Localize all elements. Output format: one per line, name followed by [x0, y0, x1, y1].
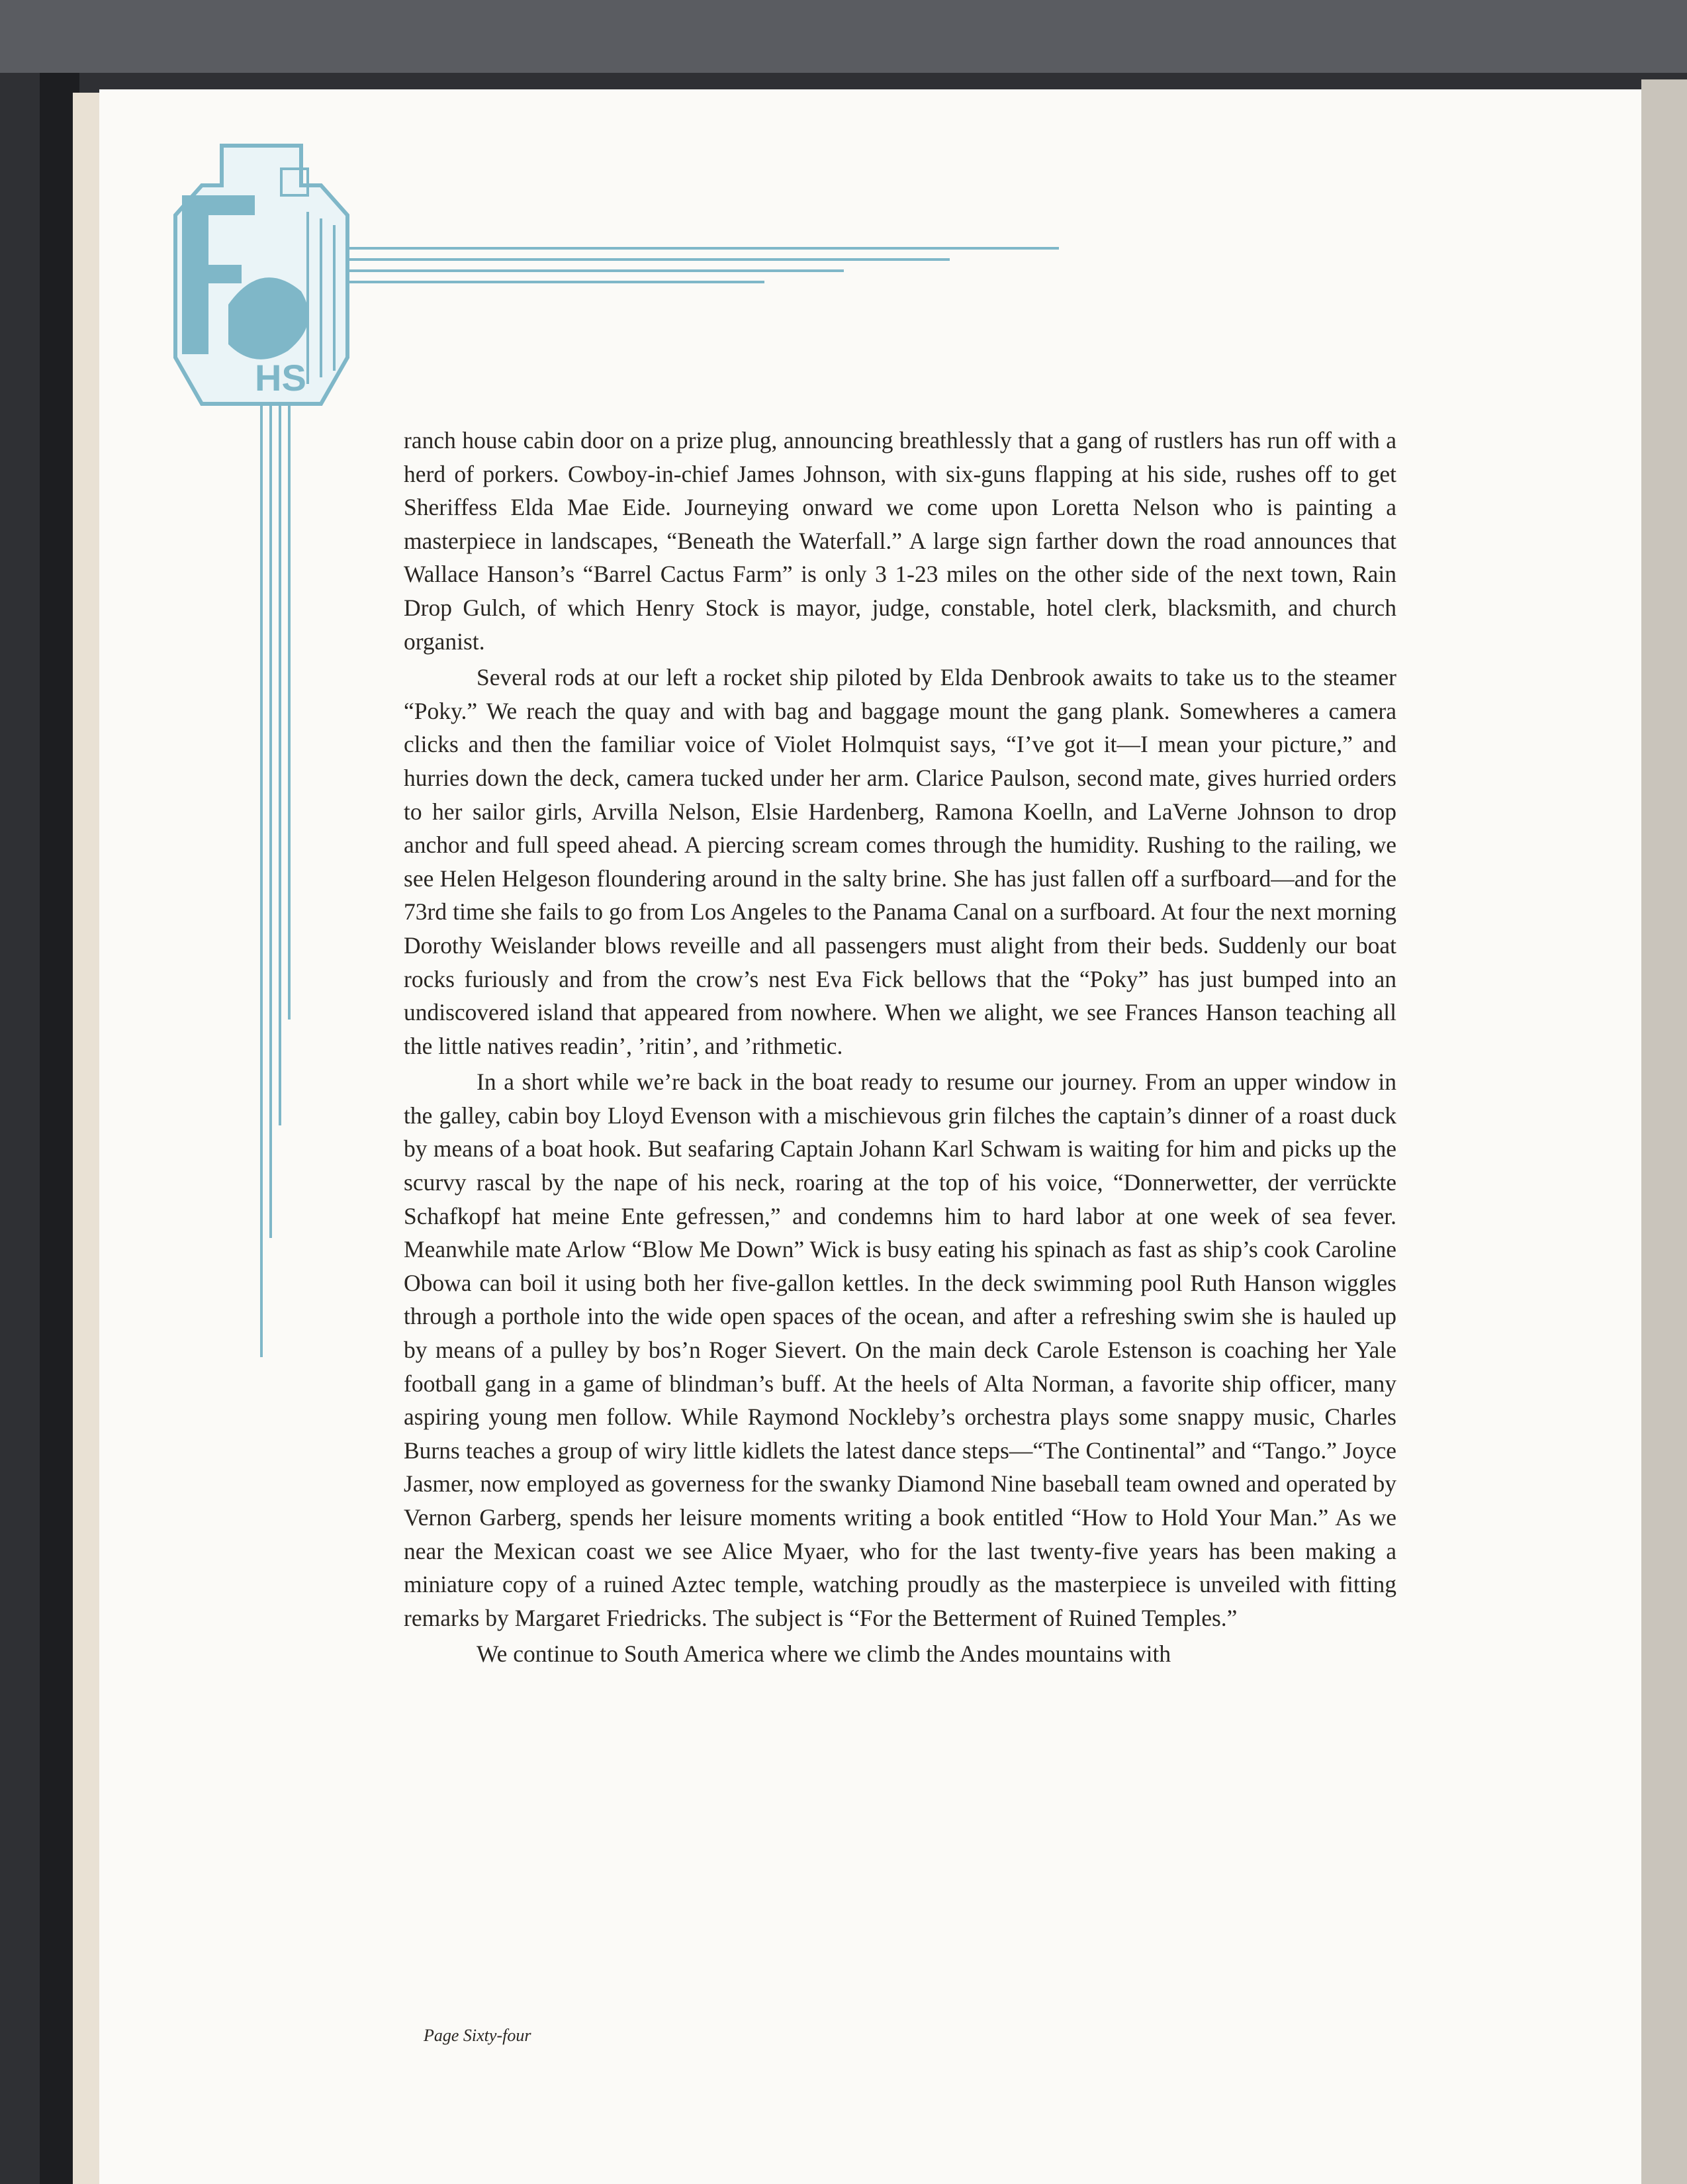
emblem-letters: HS: [255, 357, 306, 399]
paragraph: Several rods at our left a rocket ship piloted by Elda Denbrook awaits to take us to the steamer “Poky.” We reach the quay and with bag and baggage mount the gang plank. Somewheres a camera clicks and then the familiar voice of Violet Holmquist says, “I’ve got it—I mean your picture,” and hurries down the deck, camera tucked under her arm. Clarice Paulson, second mate, gives hurried orders to her sailor girls, Arvilla Nelson, Elsie Hardenberg, Ramona Koelln, and LaVerne Johnson to drop anchor and full speed ahead. A piercing scream comes through the humidity. Rushing to the railing, we see Helen Helgeson floundering around in the salty brine. She has just fallen off a surfboard—and for the 73rd time she fails to go from Los Angeles to the Panama Canal on a surfboard. At four the next morning Dorothy Weislander blows reveille and all passengers must alight from their beds. Suddenly our boat rocks furiously and from the crow’s nest Eva Fick bellows that the “Poky” has just bumped into an undiscovered island that appeared from nowhere. When we alight, we see Frances Hanson teaching all the little natives readin’, ’ritin’, and ’rithmetic.: [404, 664, 1396, 1059]
page-gutter-shadow: [1641, 79, 1687, 2184]
paragraph: We continue to South America where we climb the Andes mountains with: [477, 1640, 1171, 1668]
scanner-background: [0, 0, 1687, 73]
page-number: Page Sixty-four: [424, 2026, 531, 2045]
page-edge: [73, 93, 99, 2184]
paragraph: ranch house cabin door on a prize plug, announcing breathlessly that a gang of rustlers has run off with a herd of porkers. Cowboy-in-chief James Johnson, with six-guns flapping at his side, rushes off to get Sheriffess Elda Mae Eide. Journeying onward we come upon Loretta Nelson who is painting a masterpiece in landscapes, “Beneath the Waterfall.” A large sign farther down the road announces that Wallace Hanson’s “Barrel Cactus Farm” is only 3 1-23 miles on the other side of the next town, Rain Drop Gulch, of which Henry Stock is mayor, judge, constable, hotel clerk, blacksmith, and church organist.: [404, 427, 1396, 655]
paragraph: In a short while we’re back in the boat ready to resume our journey. From an upper window in the galley, cabin boy Lloyd Evenson with a mischievous grin filches the captain’s dinner of a roast duck by means of a boat hook. But seafaring Captain Johann Karl Schwam is waiting for him and picks up the scurvy rascal by the nape of his neck, roaring at the top of his voice, “Donnerwetter, der verrückte Schafkopf hat meine Ente gefressen,” and condemns him to hard labor at one week of sea fever. Meanwhile mate Arlow “Blow Me Down” Wick is busy eating his spinach as fast as ship’s cook Caroline Obowa can boil it using both her five-gallon kettles. In the deck swimming pool Ruth Hanson wiggles through a porthole into the wide open spaces of the ocean, and after a refreshing swim she is hauled up by means of a pulley by bos’n Roger Sievert. On the main deck Carole Estenson is coaching her Yale football gang in a game of blindman’s buff. At the heels of Alta Norman, a favorite ship officer, many aspiring young men follow. While Raymond Nockleby’s orchestra plays some snappy music, Charles Burns teaches a group of wiry little kidlets the latest dance steps—“The Continental” and “Tango.” Joyce Jasmer, now employed as governess for the swanky Diamond Nine baseball team owned and operated by Vernon Garberg, spends her leisure moments writing a book entitled “How to Hold Your Man.” As we near the Mexican coast we see Alice Myaer, who for the last twenty-five years has been making a miniature copy of a ruined Aztec temple, watching proudly as the masterpiece is unveiled with fitting remarks by Margaret Friedricks. The subject is “For the Betterment of Ruined Temples.”: [404, 1068, 1396, 1631]
page-body-text: [404, 424, 1396, 1674]
